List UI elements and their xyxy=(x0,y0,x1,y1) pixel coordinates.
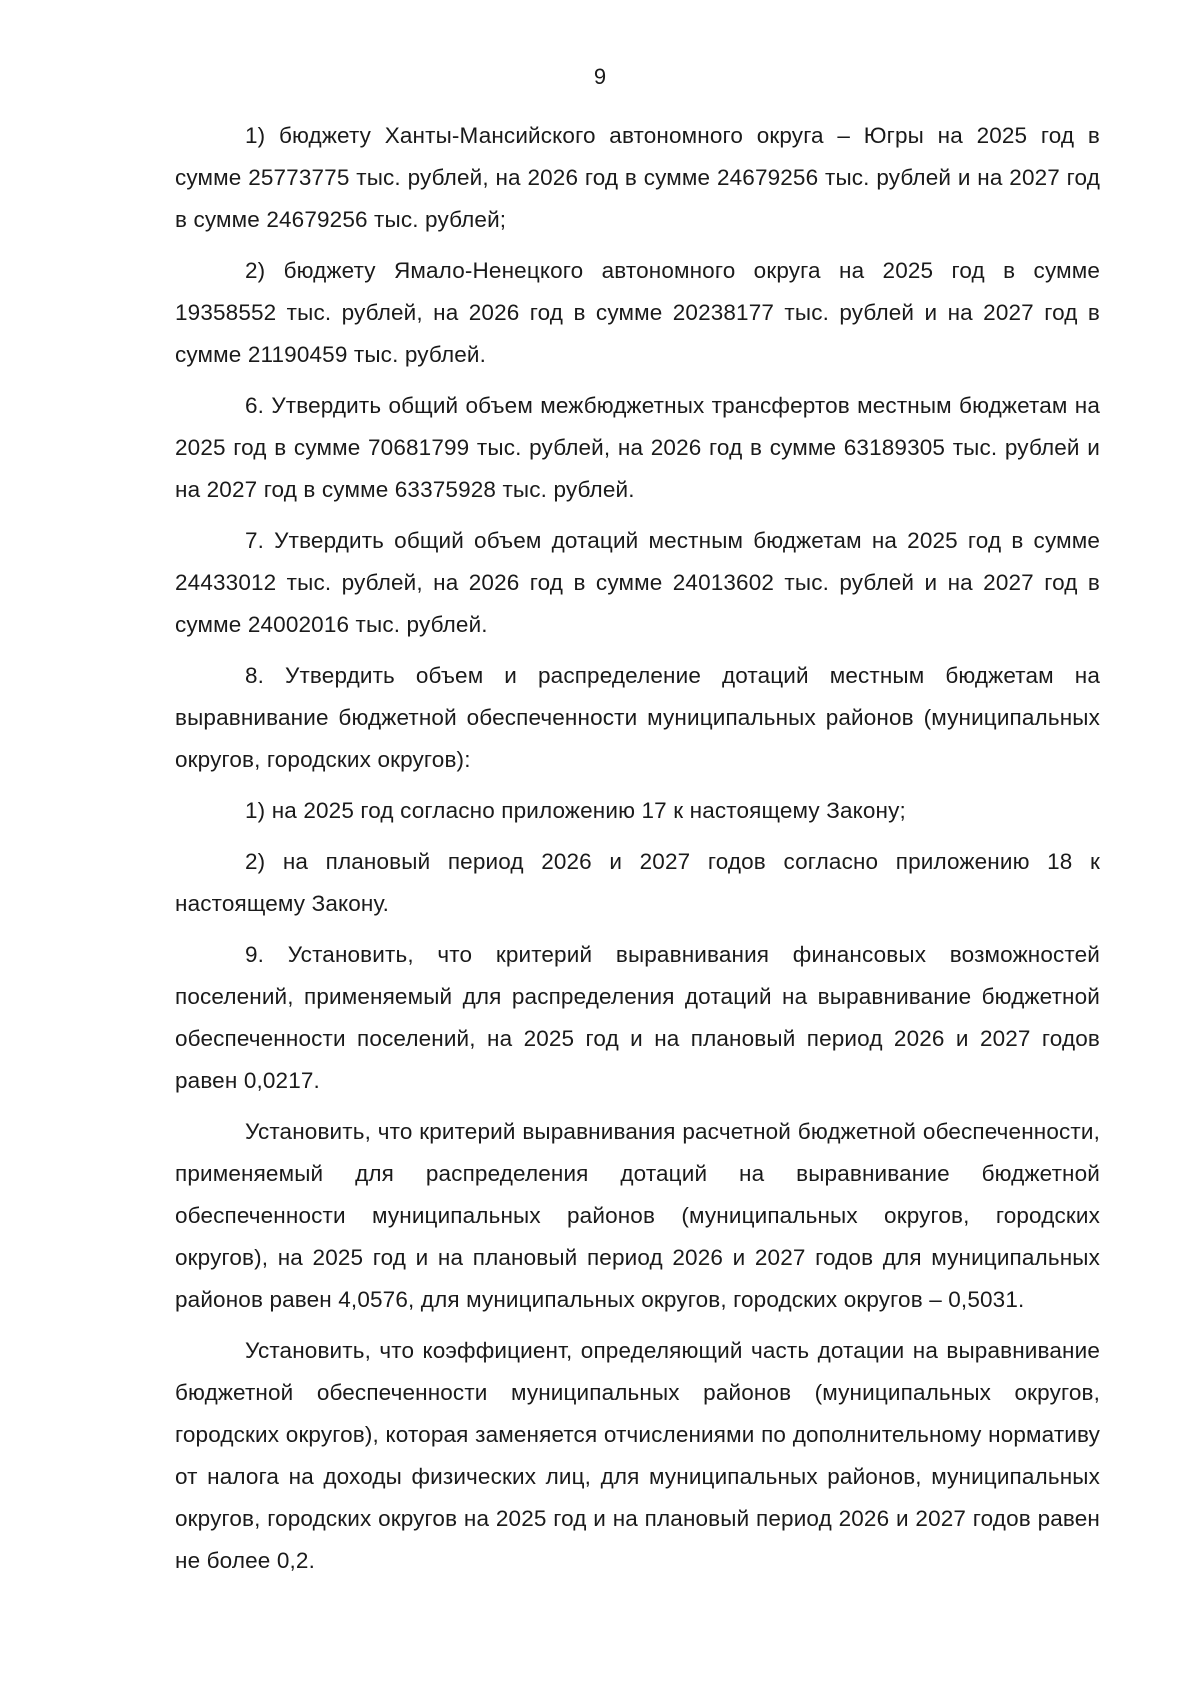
document-body xyxy=(175,115,1100,1591)
paragraph-item-7: 7. Утвердить общий объем дотаций местным бюджетам на 2025 год в сумме 24433012 тыс. рублей, на 2026 год в сумме 24013602 тыс. рублей и на 2027 год в сумме 24002016 тыс. рублей. xyxy=(175,528,1100,637)
paragraph-item-8-sub-2: 2) на плановый период 2026 и 2027 годов согласно приложению 18 к настоящему Закону. xyxy=(175,849,1100,916)
paragraph-item-8: 8. Утвердить объем и распределение дотаций местным бюджетам на выравнивание бюджетной обеспеченности муниципальных районов (муниципальных округов, городских округов): xyxy=(175,663,1100,772)
paragraph-coefficient: Установить, что коэффициент, определяющий часть дотации на выравнивание бюджетной обеспеченности муниципальных районов (муниципальных округов, городских округов), которая заменяется отчислениями по дополнительному нормативу от налога на доходы физических лиц, для муниципальных районов, муниципальных округов, городских округов на 2025 год и на плановый период 2026 и 2027 годов равен не более 0,2. xyxy=(175,1338,1100,1573)
paragraph-khmao-budget: 1) бюджету Ханты-Мансийского автономного округа – Югры на 2025 год в сумме 25773775 тыс. рублей, на 2026 год в сумме 24679256 тыс. рублей и на 2027 год в сумме 24679256 тыс. рублей; xyxy=(175,123,1100,232)
paragraph-item-6: 6. Утвердить общий объем межбюджетных трансфертов местным бюджетам на 2025 год в сумме 70681799 тыс. рублей, на 2026 год в сумме 63189305 тыс. рублей и на 2027 год в сумме 63375928 тыс. рублей. xyxy=(175,393,1100,502)
paragraph-item-9: 9. Установить, что критерий выравнивания финансовых возможностей поселений, применяемый для распределения дотаций на выравнивание бюджетной обеспеченности поселений, на 2025 год и на плановый период 2026 и 2027 годов равен 0,0217. xyxy=(175,942,1100,1093)
paragraph-item-8-sub-1: 1) на 2025 год согласно приложению 17 к настоящему Закону; xyxy=(245,798,906,823)
page-number: 9 xyxy=(593,64,607,89)
paragraph-criterion-districts: Установить, что критерий выравнивания расчетной бюджетной обеспеченности, применяемый для распределения дотаций на выравнивание бюджетной обеспеченности муниципальных районов (муниципальных округов, городских округов), на 2025 год и на плановый период 2026 и 2027 годов для муниципальных районов равен 4,0576, для муниципальных округов, городских округов – 0,5031. xyxy=(175,1119,1100,1312)
paragraph-yanao-budget: 2) бюджету Ямало-Ненецкого автономного округа на 2025 год в сумме 19358552 тыс. рублей, на 2026 год в сумме 20238177 тыс. рублей и на 2027 год в сумме 21190459 тыс. рублей. xyxy=(175,258,1100,367)
